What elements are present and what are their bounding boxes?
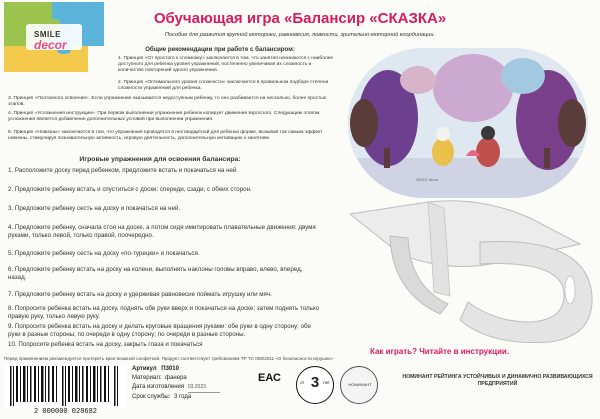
- age-years: лет: [322, 380, 330, 385]
- service-value: 3 года: [174, 394, 192, 400]
- age-number: 3: [310, 374, 320, 391]
- safety-warning: Перед применением рекомендуется протереть края влажной салфеткой. Продукт соответствует требованиям ТР ТС 008/2011 «О безопасности игрушек»: [4, 356, 333, 361]
- service-row: [132, 393, 220, 402]
- board-illustration: [348, 48, 588, 198]
- fairy-tale-scene-icon: [348, 48, 588, 198]
- material-value: фанера: [165, 375, 187, 381]
- general-paragraph-1: 1. Принцип «От простого к сложному» заключается в том, что занятия начинаются с наиболее доступного для ребенка уровня упражнений, постепенно увеличивая их сложность и количество повторений одного упражнения.: [118, 56, 334, 74]
- balance-board-drawing: [330, 196, 598, 344]
- date-value: 03.2023: [188, 383, 220, 393]
- general-paragraph-4: 4. Принцип «Усложнения инструкции». При первом выполнении упражнения ребенок копирует движения взрослого. Следующим этапом усложнения является добавление дополнительных условий при выполнении упражнения.: [8, 111, 320, 123]
- article-value: П3010: [161, 366, 179, 372]
- page-title: Обучающая игра «Балансир «СКАЗКА»: [153, 10, 447, 27]
- eac-mark: ЕАС: [258, 372, 281, 384]
- seal-text: НОМИНАНТ: [348, 382, 372, 387]
- age-from: от: [300, 380, 305, 385]
- brand-line-1: SMILE: [34, 30, 61, 39]
- service-label: Срок службы:: [132, 394, 171, 400]
- brand-logo: [4, 2, 116, 80]
- how-to-play-note: Как играть? Читайте в инструкции.: [370, 347, 510, 356]
- general-paragraph-2: 2. Принцип «Оптимального уровня сложности» заключается в правильном подборе степени сложности упражнений для ребенка.: [118, 80, 329, 92]
- general-paragraph-3: 3. Принцип «Поэтапного освоения». Если упражнение оказывается недоступным ребенку, то оно разбивается на несколько, более простых этапов.: [8, 96, 327, 108]
- brand-line-2: decor: [34, 38, 67, 52]
- material-label: Материал:: [132, 375, 162, 381]
- rating-seal: [340, 366, 378, 404]
- exercise-item: 4. Предложите ребенку, сначала стоя на доске, а потом сидя имитировать плавательные движения: двумя руками, только левой, только правой, поочередно.: [8, 224, 316, 240]
- exercise-item: 1. Расположите доску перед ребенком, предложите встать и покачаться на ней.: [8, 167, 239, 174]
- exercise-item: 2. Предложите ребенку встать и спуститься с доски: спереди, сзади, с обеих сторон.: [8, 186, 252, 193]
- exercise-item: 10. Попросите ребенка встать на доску, закрыть глаза и покачаться: [8, 341, 203, 348]
- general-paragraph-5: 5. Принцип «Новизны» заключается в том, что упражнения проводятся в нестандартной для ребенка форме, вызывая так самым эффект новизны, стимулируя познавательную активность, игровую деятельность, дополнительную мотивацию к занятиям.: [8, 130, 323, 142]
- article-row: [132, 365, 220, 374]
- exercise-item: 8. Попросите ребенка встать на доску, поднять обе руки вверх и покачаться на доске; затем поднять только правую руку, только левую руку.: [8, 305, 320, 321]
- article-label: Артикул: [132, 366, 157, 372]
- date-row: [132, 383, 220, 393]
- general-heading: Общие рекомендации при работе с балансиром:: [145, 46, 295, 53]
- exercise-item: 3. Предложите ребенку сесть на доску и покачаться на ней.: [8, 205, 181, 212]
- page-subtitle: Пособие для развития крупной моторики, равновесия, ловкости, зрительно-моторной координации.: [164, 32, 436, 38]
- exercise-item: 9. Попросите ребенка встать на доску и делать круговые вращения руками: обе руки в одну сторону; обе руки в разные стороны; по очереди в одну сторону; по очереди в разные стороны.: [8, 323, 311, 339]
- date-label: Дата изготовления: [132, 384, 185, 390]
- barcode-number: 2 000000 028682: [33, 408, 97, 416]
- barcode-icon: [4, 364, 126, 408]
- material-row: [132, 374, 220, 383]
- illustration-caption: SMILE decor: [416, 178, 438, 182]
- age-badge: [296, 366, 334, 404]
- exercise-item: 6. Предложите ребенку встать на доску на колени, выполнять наклоны головы вправо, влево, вперед, назад.: [8, 266, 303, 282]
- product-info: [132, 365, 220, 402]
- nominant-text: НОМИНАНТ РЕЙТИНГА УСТОЙЧИВЫХ И ДИНАМИЧНО РАЗВИВАЮЩИХСЯ ПРЕДПРИЯТИЙ: [402, 374, 593, 387]
- exercise-item: 7. Предложите ребенку встать на доску и удерживая равновесие поймать игрушку или мяч.: [8, 291, 272, 298]
- exercise-item: 5. Предложите ребенку сесть на доску «по-турецки» и покачаться.: [8, 250, 200, 257]
- balance-board-icon: [330, 196, 598, 344]
- games-heading: Игровые упражнения для освоения балансира:: [79, 156, 241, 163]
